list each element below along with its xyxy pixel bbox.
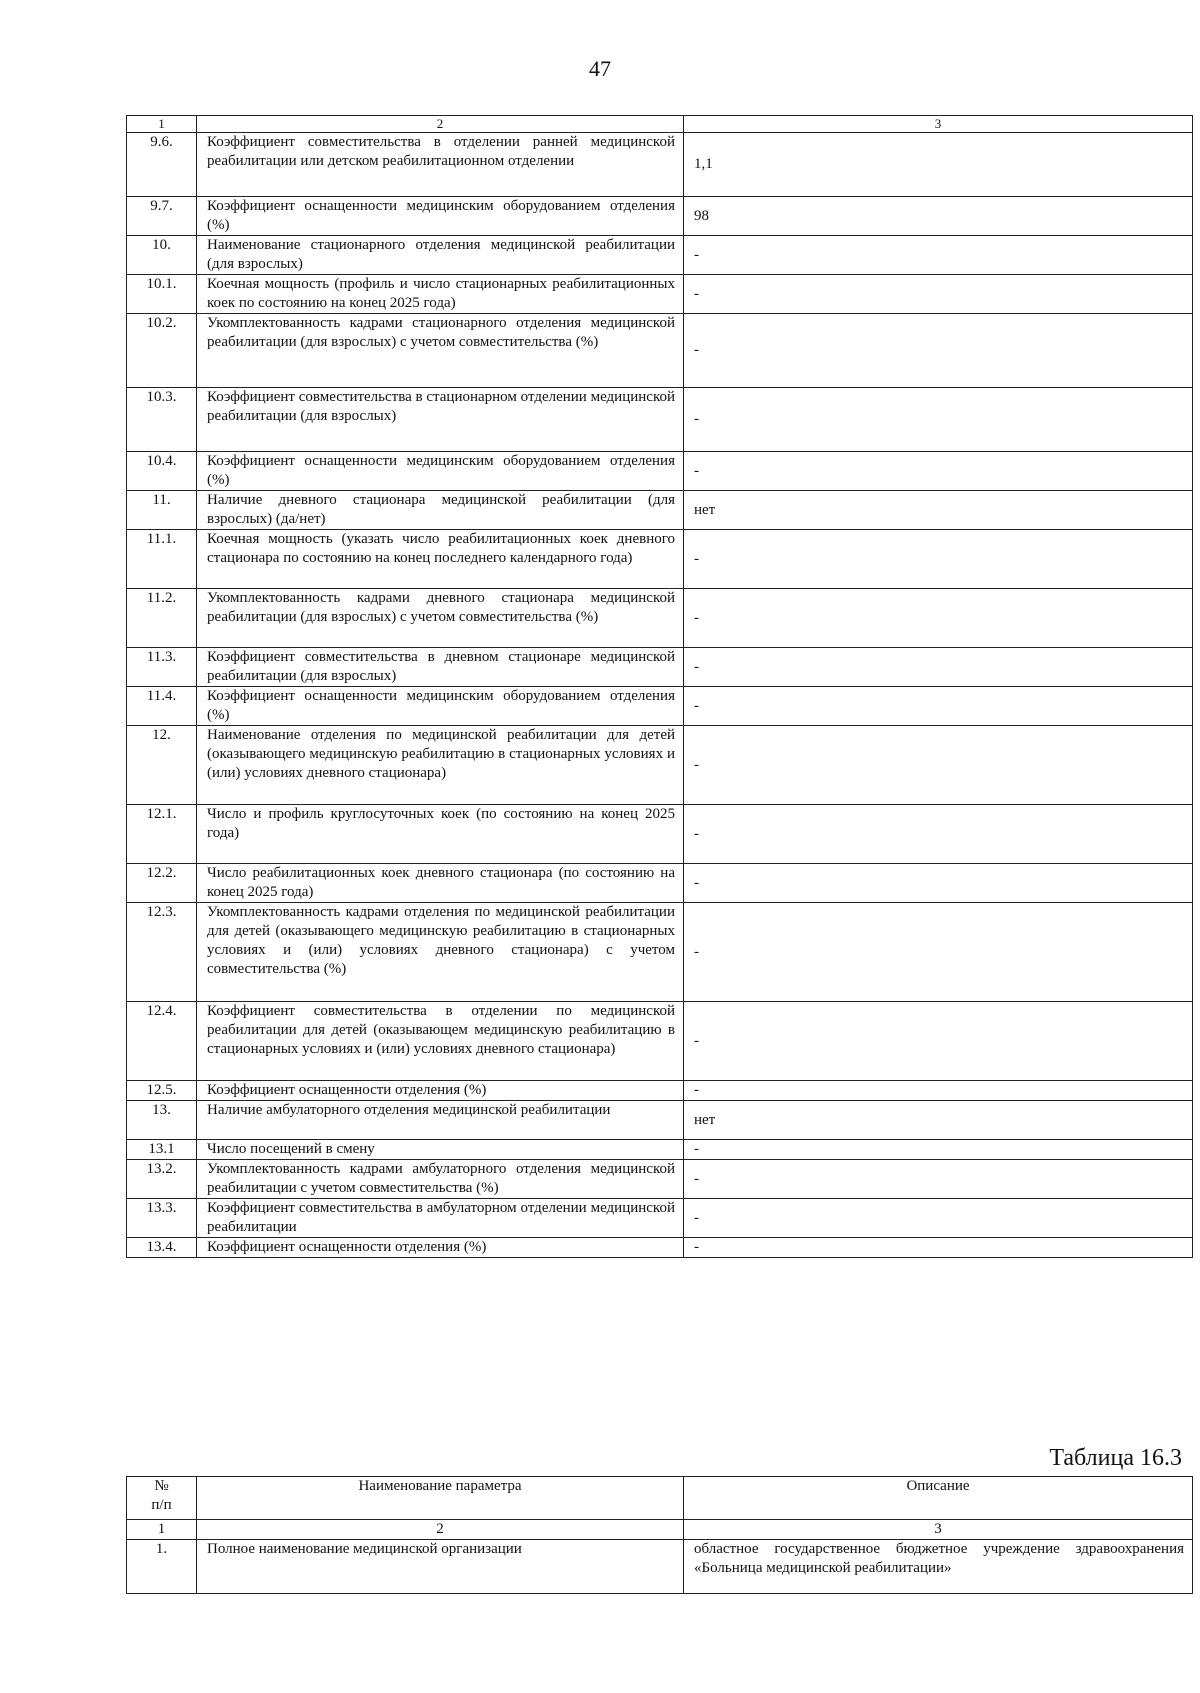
row-description: Укомплектованность кадрами дневного стационара медицинской реабилитации (для взрослых) с учетом совместительства (%) <box>197 589 684 648</box>
row-description: Число и профиль круглосуточных коек (по состоянию на конец 2025 года) <box>197 805 684 864</box>
row-value: - <box>684 530 1193 589</box>
row-number: 9.7. <box>127 197 197 236</box>
table-row <box>127 491 1193 530</box>
column-number: 1 <box>127 116 197 133</box>
table-row <box>127 1199 1193 1238</box>
header-parameter-name: Наименование параметра <box>197 1477 684 1520</box>
header-number-label: № <box>154 1478 169 1494</box>
row-description: Число реабилитационных коек дневного стационара (по состоянию на конец 2025 года) <box>197 864 684 903</box>
row-description: Коэффициент совместительства в отделении ранней медицинской реабилитации или детском реабилитационном отделении <box>197 133 684 197</box>
parameter-name: Полное наименование медицинской организации <box>197 1540 684 1594</box>
row-value: - <box>684 275 1193 314</box>
table-row <box>127 726 1193 805</box>
row-value: - <box>684 1140 1193 1160</box>
column-number: 1 <box>127 1520 197 1540</box>
row-number: 13.2. <box>127 1160 197 1199</box>
row-value: 98 <box>684 197 1193 236</box>
param-column-number-row <box>127 1520 1193 1540</box>
table-row <box>127 589 1193 648</box>
table-caption: Таблица 16.3 <box>1049 1445 1182 1471</box>
row-number: 12.4. <box>127 1002 197 1081</box>
table-row <box>127 133 1193 197</box>
row-number: 12.3. <box>127 903 197 1002</box>
row-number: 11. <box>127 491 197 530</box>
rehab-parameters-table <box>126 115 1193 1258</box>
row-value: - <box>684 452 1193 491</box>
row-description: Коечная мощность (указать число реабилитационных коек дневного стационара по состоянию на конец последнего календарного года) <box>197 530 684 589</box>
row-description: Коэффициент совместительства в дневном стационаре медицинской реабилитации (для взрослых) <box>197 648 684 687</box>
table-row <box>127 452 1193 491</box>
column-number: 3 <box>684 116 1193 133</box>
table-row <box>127 275 1193 314</box>
row-value: - <box>684 314 1193 388</box>
row-number: 11.1. <box>127 530 197 589</box>
row-number: 10.3. <box>127 388 197 452</box>
row-value: - <box>684 1238 1193 1258</box>
table-row <box>127 1101 1193 1140</box>
row-description: Наименование отделения по медицинской реабилитации для детей (оказывающего медицинскую реабилитацию в стационарных условиях и (или) условиях дневного стационара) <box>197 726 684 805</box>
row-description: Наличие амбулаторного отделения медицинской реабилитации <box>197 1101 684 1140</box>
table-row <box>127 1002 1193 1081</box>
row-description: Наименование стационарного отделения медицинской реабилитации (для взрослых) <box>197 236 684 275</box>
organization-parameters-table <box>126 1476 1193 1594</box>
header-description: Описание <box>684 1477 1193 1520</box>
row-description: Коэффициент оснащенности отделения (%) <box>197 1238 684 1258</box>
row-value: - <box>684 388 1193 452</box>
table-row <box>127 903 1193 1002</box>
row-value: - <box>684 805 1193 864</box>
table-row <box>127 1160 1193 1199</box>
table-row <box>127 687 1193 726</box>
table-row <box>127 1081 1193 1101</box>
column-number-row <box>127 116 1193 133</box>
row-value: - <box>684 1199 1193 1238</box>
table-row <box>127 530 1193 589</box>
row-number: 10.1. <box>127 275 197 314</box>
row-number: 9.6. <box>127 133 197 197</box>
row-value: - <box>684 236 1193 275</box>
table-row <box>127 864 1193 903</box>
table-row <box>127 314 1193 388</box>
page-number: 47 <box>589 56 611 81</box>
row-number: 10.2. <box>127 314 197 388</box>
row-description: Укомплектованность кадрами отделения по медицинской реабилитации для детей (оказывающего медицинскую реабилитацию в стационарных условиях и (или) условиях дневного стационара) с учетом совместительства (%) <box>197 903 684 1002</box>
table-row <box>127 805 1193 864</box>
column-number: 3 <box>684 1520 1193 1540</box>
row-value: - <box>684 864 1193 903</box>
row-number: 12.5. <box>127 1081 197 1101</box>
table-row <box>127 236 1193 275</box>
table-row <box>127 388 1193 452</box>
row-description: Укомплектованность кадрами амбулаторного отделения медицинской реабилитации с учетом совместительства (%) <box>197 1160 684 1199</box>
row-value: нет <box>684 1101 1193 1140</box>
row-value: - <box>684 648 1193 687</box>
row-number: 11.3. <box>127 648 197 687</box>
row-number: 13. <box>127 1101 197 1140</box>
row-description: Коэффициент оснащенности медицинским оборудованием отделения (%) <box>197 452 684 491</box>
row-value: - <box>684 726 1193 805</box>
column-number: 2 <box>197 116 684 133</box>
row-description: Коэффициент совместительства в амбулаторном отделении медицинской реабилитации <box>197 1199 684 1238</box>
row-description: Коечная мощность (профиль и число стационарных реабилитационных коек по состоянию на конец 2025 года) <box>197 275 684 314</box>
row-description: Коэффициент оснащенности медицинским оборудованием отделения (%) <box>197 197 684 236</box>
column-number: 2 <box>197 1520 684 1540</box>
table-row <box>127 1238 1193 1258</box>
row-value: - <box>684 1160 1193 1199</box>
row-number: 13.1 <box>127 1140 197 1160</box>
row-number: 12.2. <box>127 864 197 903</box>
row-value: - <box>684 1081 1193 1101</box>
row-value: - <box>684 687 1193 726</box>
row-description: Коэффициент совместительства в стационарном отделении медицинской реабилитации (для взрослых) <box>197 388 684 452</box>
row-value: нет <box>684 491 1193 530</box>
table-row <box>127 648 1193 687</box>
row-description: Число посещений в смену <box>197 1140 684 1160</box>
row-description: Укомплектованность кадрами стационарного отделения медицинской реабилитации (для взрослых) с учетом совместительства (%) <box>197 314 684 388</box>
table-row <box>127 1140 1193 1160</box>
row-description: Коэффициент оснащенности отделения (%) <box>197 1081 684 1101</box>
row-value: 1,1 <box>684 133 1193 197</box>
header-number-sublabel: п/п <box>151 1497 172 1513</box>
parameter-description: областное государственное бюджетное учреждение здравоохранения «Больница медицинской реабилитации» <box>684 1540 1193 1594</box>
row-value: - <box>684 1002 1193 1081</box>
row-number: 10. <box>127 236 197 275</box>
row-number: 12. <box>127 726 197 805</box>
row-number: 11.2. <box>127 589 197 648</box>
row-number: 13.3. <box>127 1199 197 1238</box>
row-number: 11.4. <box>127 687 197 726</box>
row-number: 12.1. <box>127 805 197 864</box>
row-description: Коэффициент оснащенности медицинским оборудованием отделения (%) <box>197 687 684 726</box>
header-number-cell <box>127 1477 197 1520</box>
row-value: - <box>684 903 1193 1002</box>
param-header-row <box>127 1477 1193 1520</box>
row-value: - <box>684 589 1193 648</box>
row-description: Наличие дневного стационара медицинской реабилитации (для взрослых) (да/нет) <box>197 491 684 530</box>
row-description: Коэффициент совместительства в отделении по медицинской реабилитации для детей (оказывающем медицинскую реабилитацию в стационарных условиях и (или) условиях дневного стационара) <box>197 1002 684 1081</box>
table-row <box>127 1540 1193 1594</box>
row-number: 13.4. <box>127 1238 197 1258</box>
table-row <box>127 197 1193 236</box>
row-number: 1. <box>127 1540 197 1594</box>
row-number: 10.4. <box>127 452 197 491</box>
